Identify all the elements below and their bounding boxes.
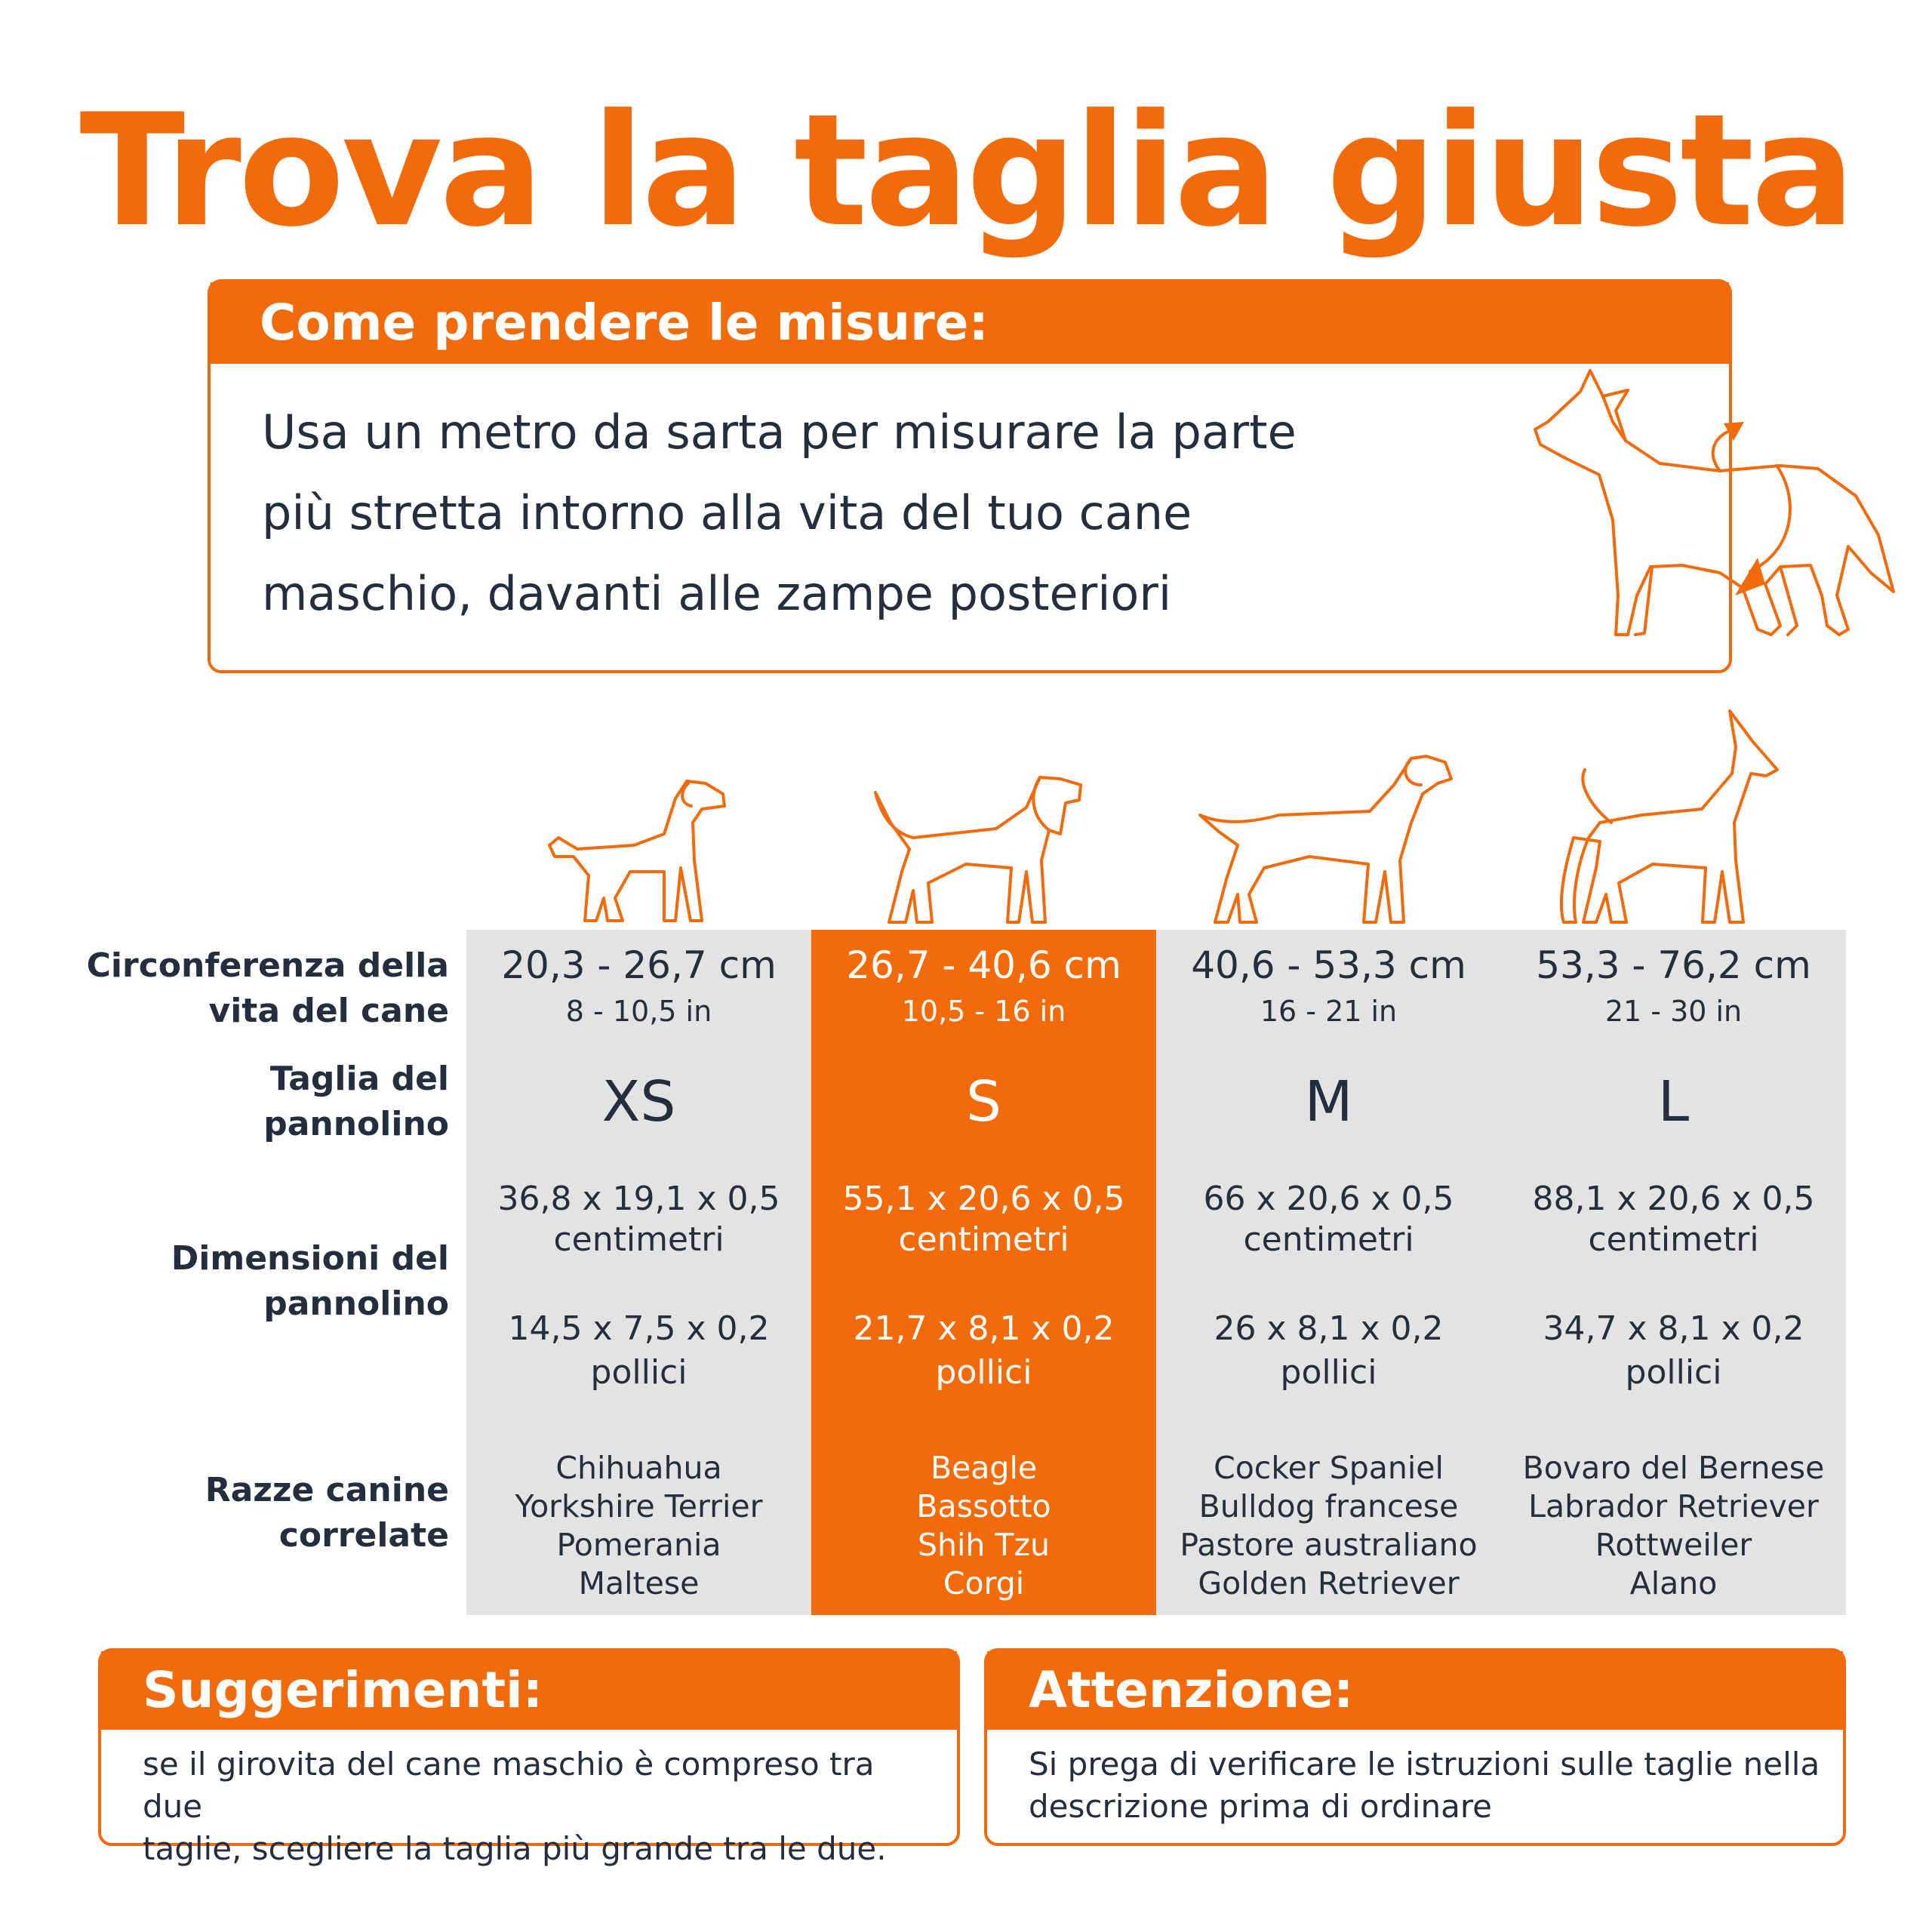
waist-in: 21 - 30 in — [1604, 995, 1743, 1028]
label-breeds-line-2: correlate — [278, 1516, 449, 1555]
breed-list — [811, 1449, 1156, 1603]
dimensions-in-value: 34,7 x 8,1 x 0,2 — [1543, 1309, 1804, 1348]
dimensions-cm-value: 66 x 20,6 x 0,5 — [1203, 1180, 1454, 1218]
dimensions-cm-unit: centimetri — [898, 1220, 1069, 1259]
breed-item: Alano — [1629, 1565, 1718, 1601]
size-code: L — [1657, 1069, 1690, 1134]
size-code: XS — [601, 1069, 676, 1134]
dimensions-in-value: 26 x 8,1 x 0,2 — [1214, 1309, 1444, 1348]
warning-text — [1029, 1743, 1821, 1828]
measuring-line-1: Usa un metro da sarta per misurare la parte — [262, 405, 1297, 460]
dimensions-in-unit: pollici — [1280, 1353, 1377, 1392]
breed-list — [1501, 1449, 1846, 1603]
dimensions-in-value: 14,5 x 7,5 x 0,2 — [508, 1309, 770, 1348]
waist-cm: 20,3 - 26,7 cm — [501, 943, 777, 987]
breed-item: Bassotto — [916, 1488, 1051, 1524]
dimensions-in — [811, 1307, 1156, 1395]
waist-in: 10,5 - 16 in — [901, 995, 1066, 1028]
label-dim-line-2: pannolino — [263, 1284, 449, 1323]
dimensions-in-unit: pollici — [1625, 1353, 1722, 1392]
dimensions-cm-unit: centimetri — [553, 1220, 724, 1259]
label-waist-circumference — [87, 943, 449, 1034]
dimensions-in — [1501, 1307, 1846, 1395]
waist-cm: 40,6 - 53,3 cm — [1191, 943, 1466, 987]
tips-heading: Suggerimenti: — [101, 1651, 957, 1730]
tips-text — [143, 1743, 935, 1870]
label-diaper-size — [263, 1057, 449, 1147]
dimensions-in-unit: pollici — [935, 1353, 1032, 1392]
dimensions-cm-value: 88,1 x 20,6 x 0,5 — [1532, 1180, 1815, 1218]
waist-cm: 26,7 - 40,6 cm — [846, 943, 1121, 987]
breed-item: Corgi — [943, 1565, 1025, 1601]
label-diaper-dimensions — [171, 1236, 449, 1327]
size-code: M — [1304, 1069, 1353, 1134]
dimensions-cm — [1156, 1179, 1501, 1260]
dimensions-cm-unit: centimetri — [1588, 1220, 1759, 1259]
dimensions-cm-unit: centimetri — [1243, 1220, 1414, 1259]
breed-list — [466, 1449, 811, 1603]
measuring-heading: Come prendere le misure: — [211, 282, 1729, 364]
dimensions-in — [1156, 1307, 1501, 1395]
breed-item: Yorkshire Terrier — [515, 1488, 763, 1524]
breed-list — [1156, 1449, 1501, 1603]
breed-item: Cocker Spaniel — [1214, 1450, 1444, 1486]
label-size-line-2: pannolino — [263, 1105, 449, 1143]
dimensions-cm — [811, 1179, 1156, 1260]
label-related-breeds — [205, 1468, 449, 1558]
page-title: Trova la taglia giusta — [79, 82, 1853, 261]
measuring-text — [262, 392, 1560, 634]
size-column-l — [1501, 930, 1846, 1615]
tips-line-1: se il girovita del cane maschio è compreso tra due — [143, 1746, 875, 1825]
dimensions-cm — [466, 1179, 811, 1260]
breed-item: Shih Tzu — [918, 1527, 1050, 1563]
dimensions-cm — [1501, 1179, 1846, 1260]
breed-item: Chihuahua — [555, 1450, 722, 1486]
dimensions-in-value: 21,7 x 8,1 x 0,2 — [853, 1309, 1115, 1348]
breed-item: Maltese — [578, 1565, 700, 1601]
tips-box — [98, 1648, 960, 1867]
dimensions-cm-value: 55,1 x 20,6 x 0,5 — [842, 1180, 1125, 1218]
breed-item: Bulldog francese — [1198, 1488, 1459, 1524]
dimensions-cm-value: 36,8 x 19,1 x 0,5 — [497, 1180, 780, 1218]
size-column-xs — [466, 930, 811, 1615]
breed-item: Pomerania — [556, 1527, 721, 1563]
size-code: S — [966, 1069, 1001, 1134]
dimensions-in-unit: pollici — [590, 1353, 688, 1392]
label-waist-line-1: Circonferenza della — [86, 946, 449, 985]
measuring-line-2: più stretta intorno alla vita del tuo cane — [262, 485, 1192, 540]
warning-heading: Attenzione: — [987, 1651, 1843, 1730]
label-dim-line-1: Dimensioni del — [171, 1239, 449, 1278]
size-column-m — [1156, 930, 1501, 1615]
breed-item: Pastore australiano — [1180, 1527, 1478, 1563]
breed-item: Labrador Retriever — [1528, 1488, 1819, 1524]
large-dog-icon — [1196, 709, 1457, 928]
warning-box — [984, 1648, 1846, 1846]
small-dog-icon — [543, 709, 747, 928]
dog-measuring-waist-icon — [1531, 369, 1924, 663]
measuring-line-3: maschio, davanti alle zampe posteriori — [262, 566, 1172, 621]
waist-in: 16 - 21 in — [1260, 995, 1398, 1028]
waist-in: 8 - 10,5 in — [565, 995, 712, 1028]
medium-dog-icon — [868, 709, 1094, 928]
label-waist-line-2: vita del cane — [208, 992, 449, 1030]
extra-large-dog-icon — [1555, 709, 1781, 928]
breed-item: Beagle — [930, 1450, 1038, 1486]
breed-item: Golden Retriever — [1198, 1565, 1460, 1601]
waist-cm: 53,3 - 76,2 cm — [1536, 943, 1811, 987]
breed-item: Bovaro del Bernese — [1522, 1450, 1825, 1486]
label-size-line-1: Taglia del — [269, 1060, 449, 1098]
tips-line-2: taglie, scegliere la taglia più grande tra le due. — [143, 1830, 887, 1867]
measuring-instructions-box — [208, 279, 1732, 673]
size-column-s — [811, 930, 1156, 1615]
warning-line-1: Si prega di verificare le istruzioni sulle taglie nella — [1029, 1746, 1820, 1783]
dimensions-in — [466, 1307, 811, 1395]
label-breeds-line-1: Razze canine — [205, 1471, 449, 1509]
warning-line-2: descrizione prima di ordinare — [1029, 1788, 1493, 1825]
breed-item: Rottweiler — [1595, 1527, 1752, 1563]
